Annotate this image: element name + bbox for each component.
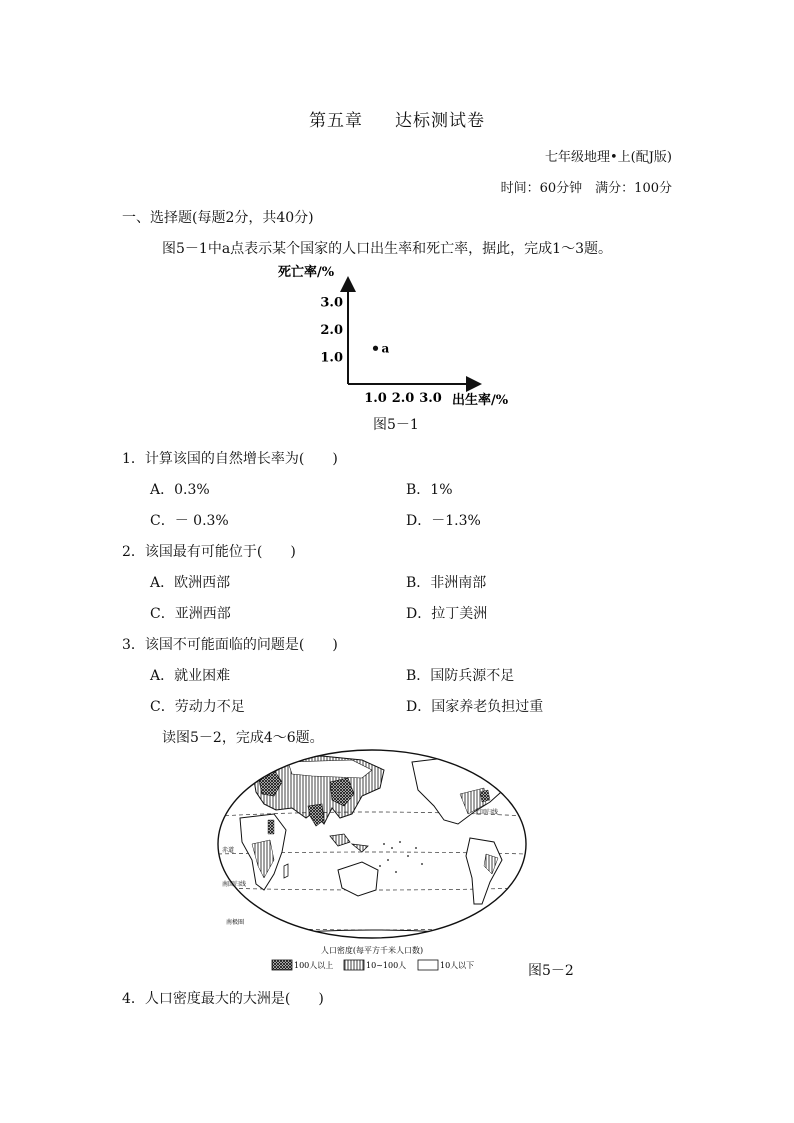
equator-label: 赤道	[222, 847, 235, 854]
legend-label-vertical: 10~100人	[366, 961, 407, 970]
time-info: 时间：60分钟 满分：100分	[500, 181, 672, 196]
population-density-map	[212, 748, 532, 980]
y-tick-label-1: 2.0	[320, 323, 343, 338]
q1-option-c: C．－ 0.3%	[150, 513, 229, 529]
south-tropic-label: 南回归线	[222, 881, 247, 888]
north-tropic-label: 北回归线	[474, 809, 499, 816]
y-axis-label: 死亡率/%	[278, 265, 335, 280]
page-title	[0, 106, 794, 131]
q2-option-d: D．拉丁美洲	[406, 606, 488, 622]
figure1-caption: 图5－1	[373, 417, 419, 433]
question-4-stem: 4．人口密度最大的大洲是( )	[122, 991, 324, 1007]
legend-label-dense: 100人以上	[294, 961, 334, 970]
title-label: 达标测试卷	[395, 111, 485, 131]
data-point-a	[373, 346, 378, 351]
legend-swatch-dense	[272, 960, 292, 970]
q2-option-c: C．亚洲西部	[150, 606, 231, 622]
q3-option-b: B．国防兵源不足	[406, 668, 515, 684]
y-tick-label-2: 3.0	[320, 295, 343, 311]
section-heading: 一、选择题(每题2分，共40分)	[122, 210, 314, 226]
q3-option-a: A．就业困难	[150, 668, 231, 684]
q2-option-a: A．欧洲西部	[150, 575, 231, 591]
nile-dense-area	[268, 820, 274, 834]
figure2-caption: 图5－2	[528, 963, 574, 979]
madagascar	[284, 864, 288, 878]
q1-option-a: A．0.3%	[150, 482, 210, 498]
birth-death-rate-chart	[270, 256, 540, 416]
q3-option-d: D．国家养老负担过重	[406, 699, 544, 715]
greenland	[498, 754, 518, 770]
x-tick-label-2: 3.0	[419, 391, 442, 406]
x-tick-label-0: 1.0	[364, 391, 387, 406]
edition-label: 七年级地理•上(配J版)	[544, 150, 672, 165]
y-tick-label-0: 1.0	[320, 350, 343, 366]
q1-option-d: D．－1.3%	[406, 513, 481, 529]
legend-title: 人口密度(每平方千米人口数)	[320, 946, 424, 955]
intro-text-2: 读图5－2，完成4～6题。	[162, 730, 324, 746]
legend-label-blank: 10人以下	[440, 961, 475, 970]
legend-swatch-blank	[418, 960, 438, 970]
q3-option-c: C．劳动力不足	[150, 699, 245, 715]
q1-option-b: B．1%	[406, 482, 453, 498]
map-body	[212, 748, 532, 948]
chapter-label: 第五章	[309, 111, 363, 131]
x-axis-label: 出生率/%	[452, 393, 509, 408]
intro-text-1: 图5－1中a点表示某个国家的人口出生率和死亡率，据此，完成1～3题。	[162, 241, 612, 257]
q2-option-b: B．非洲南部	[406, 575, 487, 591]
x-tick-label-1: 2.0	[391, 391, 415, 406]
question-2-stem: 2．该国最有可能位于( )	[122, 544, 296, 560]
question-3-stem: 3．该国不可能面临的问题是( )	[122, 637, 338, 653]
antarctic-circle-label: 南极圈	[226, 919, 245, 926]
us-east-dense-area	[480, 790, 490, 802]
question-1-stem: 1．计算该国的自然增长率为( )	[122, 451, 338, 467]
data-point-label-a: a	[381, 341, 390, 356]
legend-swatch-vertical	[344, 960, 364, 970]
